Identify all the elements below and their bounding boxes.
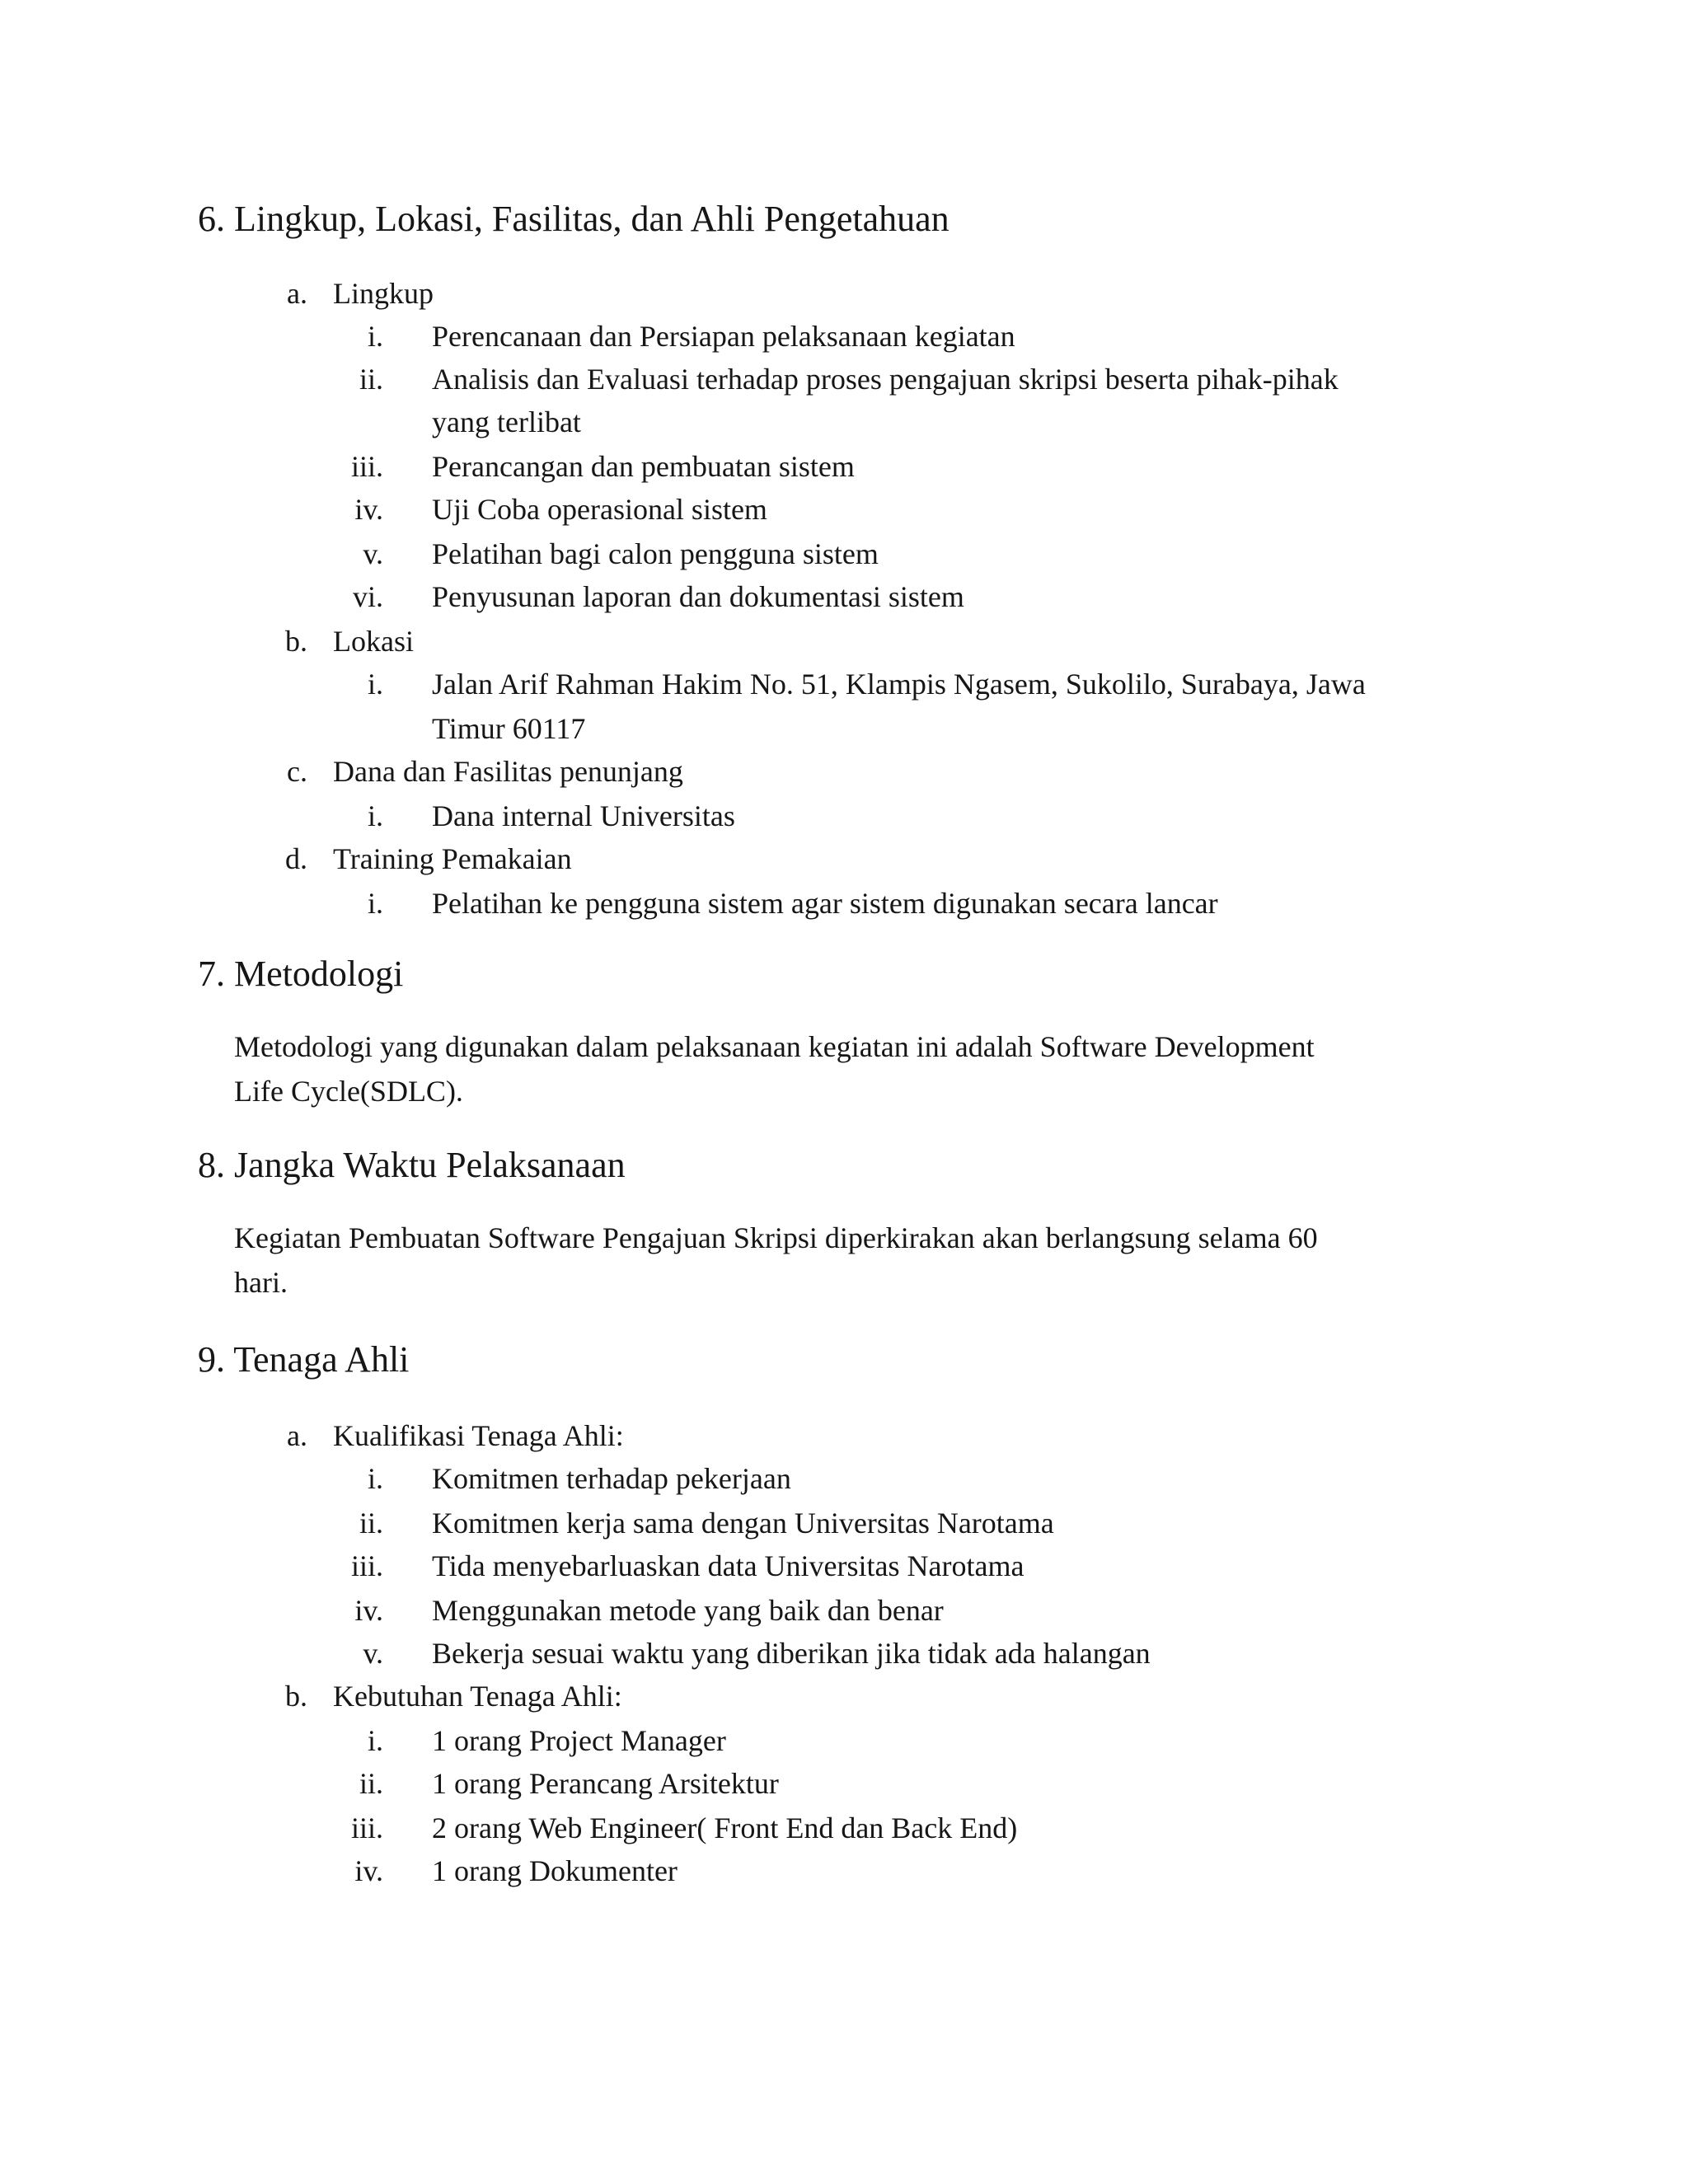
subitem-label: i.	[367, 887, 383, 920]
subitem-text: 2 orang Web Engineer( Front End dan Back End)	[432, 1811, 1018, 1844]
subitem-label: iv.	[354, 493, 383, 526]
subitem-text-continuation: Timur 60117	[432, 712, 586, 745]
subitem-label: ii.	[359, 1767, 383, 1800]
subitem-label: i.	[367, 320, 383, 353]
item-text-kebutuhan: Kebutuhan Tenaga Ahli:	[333, 1680, 622, 1713]
subitem-label: iv.	[354, 1594, 383, 1627]
subitem-text: Uji Coba operasional sistem	[432, 493, 767, 526]
subitem-text: Bekerja sesuai waktu yang diberikan jika tidak ada halangan	[432, 1637, 1151, 1670]
subitem-text: Tida menyebarluaskan data Universitas Narotama	[432, 1549, 1025, 1582]
subitem-label: v.	[363, 537, 383, 570]
subitem-label: iii.	[350, 450, 383, 483]
subitem-text-continuation: yang terlibat	[432, 405, 581, 438]
subitem-label: i.	[367, 668, 383, 701]
subitem-label: v.	[363, 1637, 383, 1670]
subitem-text: Jalan Arif Rahman Hakim No. 51, Klampis Ngasem, Sukolilo, Surabaya, Jawa	[432, 668, 1366, 701]
subitem-label: iii.	[350, 1549, 383, 1582]
section-heading-7: 7. Metodologi	[198, 954, 404, 994]
item-text-lingkup: Lingkup	[333, 277, 434, 310]
item-text-kualifikasi: Kualifikasi Tenaga Ahli:	[333, 1419, 624, 1452]
subitem-label: i.	[367, 799, 383, 832]
section-heading-9: 9. Tenaga Ahli	[198, 1339, 410, 1380]
item-text-lokasi: Lokasi	[333, 625, 414, 658]
item-label-a: a.	[287, 277, 307, 310]
subitem-text: Pelatihan ke pengguna sistem agar sistem digunakan secara lancar	[432, 887, 1218, 920]
subitem-text: Komitmen kerja sama dengan Universitas Narotama	[432, 1507, 1054, 1540]
subitem-text: Analisis dan Evaluasi terhadap proses pengajuan skripsi beserta pihak-pihak	[432, 363, 1339, 396]
item-label-d: d.	[285, 842, 307, 875]
subitem-label: vi.	[352, 580, 383, 613]
paragraph-line: hari.	[234, 1266, 288, 1299]
subitem-text: Dana internal Universitas	[432, 799, 735, 832]
section-heading-8: 8. Jangka Waktu Pelaksanaan	[198, 1145, 626, 1185]
subitem-label: i.	[367, 1724, 383, 1757]
subitem-label: iii.	[350, 1811, 383, 1844]
item-text-training: Training Pemakaian	[333, 842, 572, 875]
subitem-text: 1 orang Dokumenter	[432, 1854, 678, 1887]
subitem-text: Menggunakan metode yang baik dan benar	[432, 1594, 944, 1627]
section-heading-6: 6. Lingkup, Lokasi, Fasilitas, dan Ahli Pengetahuan	[198, 199, 950, 239]
subitem-label: iv.	[354, 1854, 383, 1887]
subitem-text: Pelatihan bagi calon pengguna sistem	[432, 537, 879, 570]
item-label-c: c.	[287, 755, 307, 788]
subitem-label: i.	[367, 1462, 383, 1495]
item-text-dana: Dana dan Fasilitas penunjang	[333, 755, 683, 788]
subitem-text: Komitmen terhadap pekerjaan	[432, 1462, 791, 1495]
subitem-label: ii.	[359, 363, 383, 396]
subitem-text: 1 orang Perancang Arsitektur	[432, 1767, 779, 1800]
item-label-a: a.	[287, 1419, 307, 1452]
paragraph-line: Life Cycle(SDLC).	[234, 1075, 463, 1108]
subitem-text: Perancangan dan pembuatan sistem	[432, 450, 855, 483]
item-label-b: b.	[285, 625, 307, 658]
subitem-label: ii.	[359, 1507, 383, 1540]
item-label-b: b.	[285, 1680, 307, 1713]
paragraph-line: Metodologi yang digunakan dalam pelaksanaan kegiatan ini adalah Software Development	[234, 1030, 1315, 1063]
subitem-text: 1 orang Project Manager	[432, 1724, 726, 1757]
subitem-text: Penyusunan laporan dan dokumentasi sistem	[432, 580, 964, 613]
subitem-text: Perencanaan dan Persiapan pelaksanaan kegiatan	[432, 320, 1015, 353]
paragraph-line: Kegiatan Pembuatan Software Pengajuan Skripsi diperkirakan akan berlangsung selama 60	[234, 1221, 1318, 1254]
